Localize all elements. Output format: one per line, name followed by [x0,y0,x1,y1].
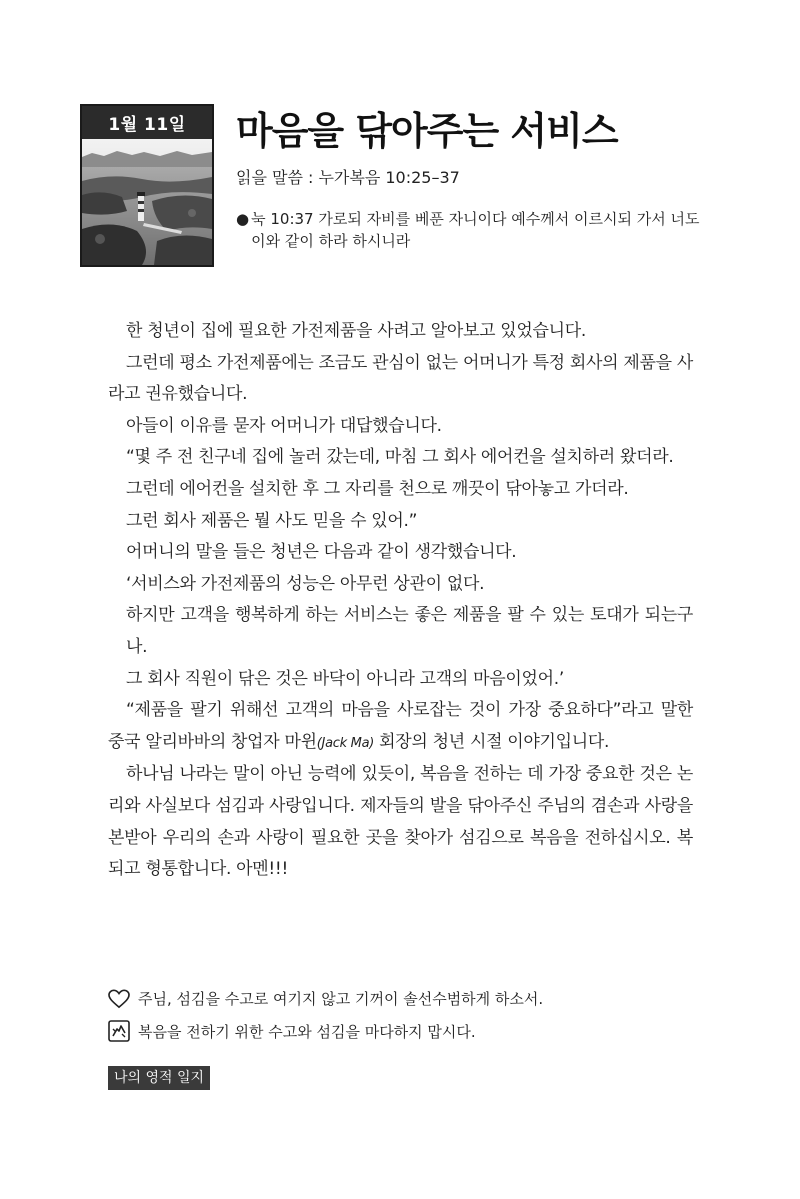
quote-tail: 회장의 청년 시절 이야기입니다. [374,731,610,752]
body-paragraph: “몇 주 전 친구네 집에 놀러 갔는데, 마침 그 회사 에어컨을 설치하러 왔더라. [126,447,674,468]
journal-label: 나의 영적 일지 [108,1066,210,1090]
scripture-reading: 읽을 말씀 : 누가복음 10:25–37 [236,168,460,187]
page-title: 마음을 닦아주는 서비스 [236,109,618,153]
body-paragraph: 그런데 평소 가전제품에는 조금도 관심이 없는 어머니가 특정 회사의 제품을 사라고 권유했습니다. [108,352,693,405]
verse-bullet: ● [236,210,250,228]
verse-text: 눅 10:37 가로되 자비를 베푼 자니이다 예수께서 이르시되 가서 너도 이와 같이 하라 하시니라 [251,210,700,250]
body-paragraph [108,695,693,759]
action-text: 복음을 전하기 위한 수고와 섬김을 마다하지 맙시다. [138,1022,476,1041]
body-paragraph: 아들이 이유를 묻자 어머니가 대답했습니다. [126,415,442,436]
hands-icon [108,1020,130,1042]
body-paragraph: 하나님 나라는 말이 아닌 능력에 있듯이, 복음을 전하는 데 가장 중요한 것은 논리와 사실보다 섬김과 사랑입니다. 제자들의 발을 닦아주신 주님의 겸손과 사랑을 본받아 우리의 손과 사랑이 필요한 곳을 찾아가 섬김으로 복음을 전하십시오. 복되고 형통합니다. 아멘!!! [108,764,693,880]
prayer-line [108,988,543,1009]
body-paragraph: 어머니의 말을 들은 청년은 다음과 같이 생각했습니다. [126,542,517,563]
devotional-body [108,316,693,886]
date-badge: 1월 11일 [82,106,212,139]
body-paragraph: ‘서비스와 가전제품의 성능은 아무런 상관이 없다. [126,573,485,594]
lighthouse-harbor-photo [82,139,212,265]
english-name: (Jack Ma) [316,735,375,751]
quote-text: “제품을 팔기 위해선 고객의 마음을 사로잡는 것이 가장 중요하다”라고 말한 중국 알리바바의 창업자 마윈 [108,700,693,752]
date-photo-box [80,104,214,267]
body-paragraph: 한 청년이 집에 필요한 가전제품을 사려고 알아보고 있었습니다. [126,321,587,341]
body-paragraph: 하지만 고객을 행복하게 하는 서비스는 좋은 제품을 팔 수 있는 토대가 되는구나. [126,605,693,657]
prayer-text: 주님, 섬김을 수고로 여기지 않고 기꺼이 솔선수범하게 하소서. [138,990,544,1008]
body-paragraph: 그런데 에어컨을 설치한 후 그 자리를 천으로 깨끗이 닦아놓고 가더라. [126,478,629,499]
key-verse [236,208,711,252]
body-paragraph: 그런 회사 제품은 뭘 사도 믿을 수 있어.” [126,510,418,531]
body-paragraph: 그 회사 직원이 닦은 것은 바닥이 아니라 고객의 마음이었어.’ [126,668,564,689]
heart-icon [108,989,130,1009]
action-line [108,1020,476,1042]
